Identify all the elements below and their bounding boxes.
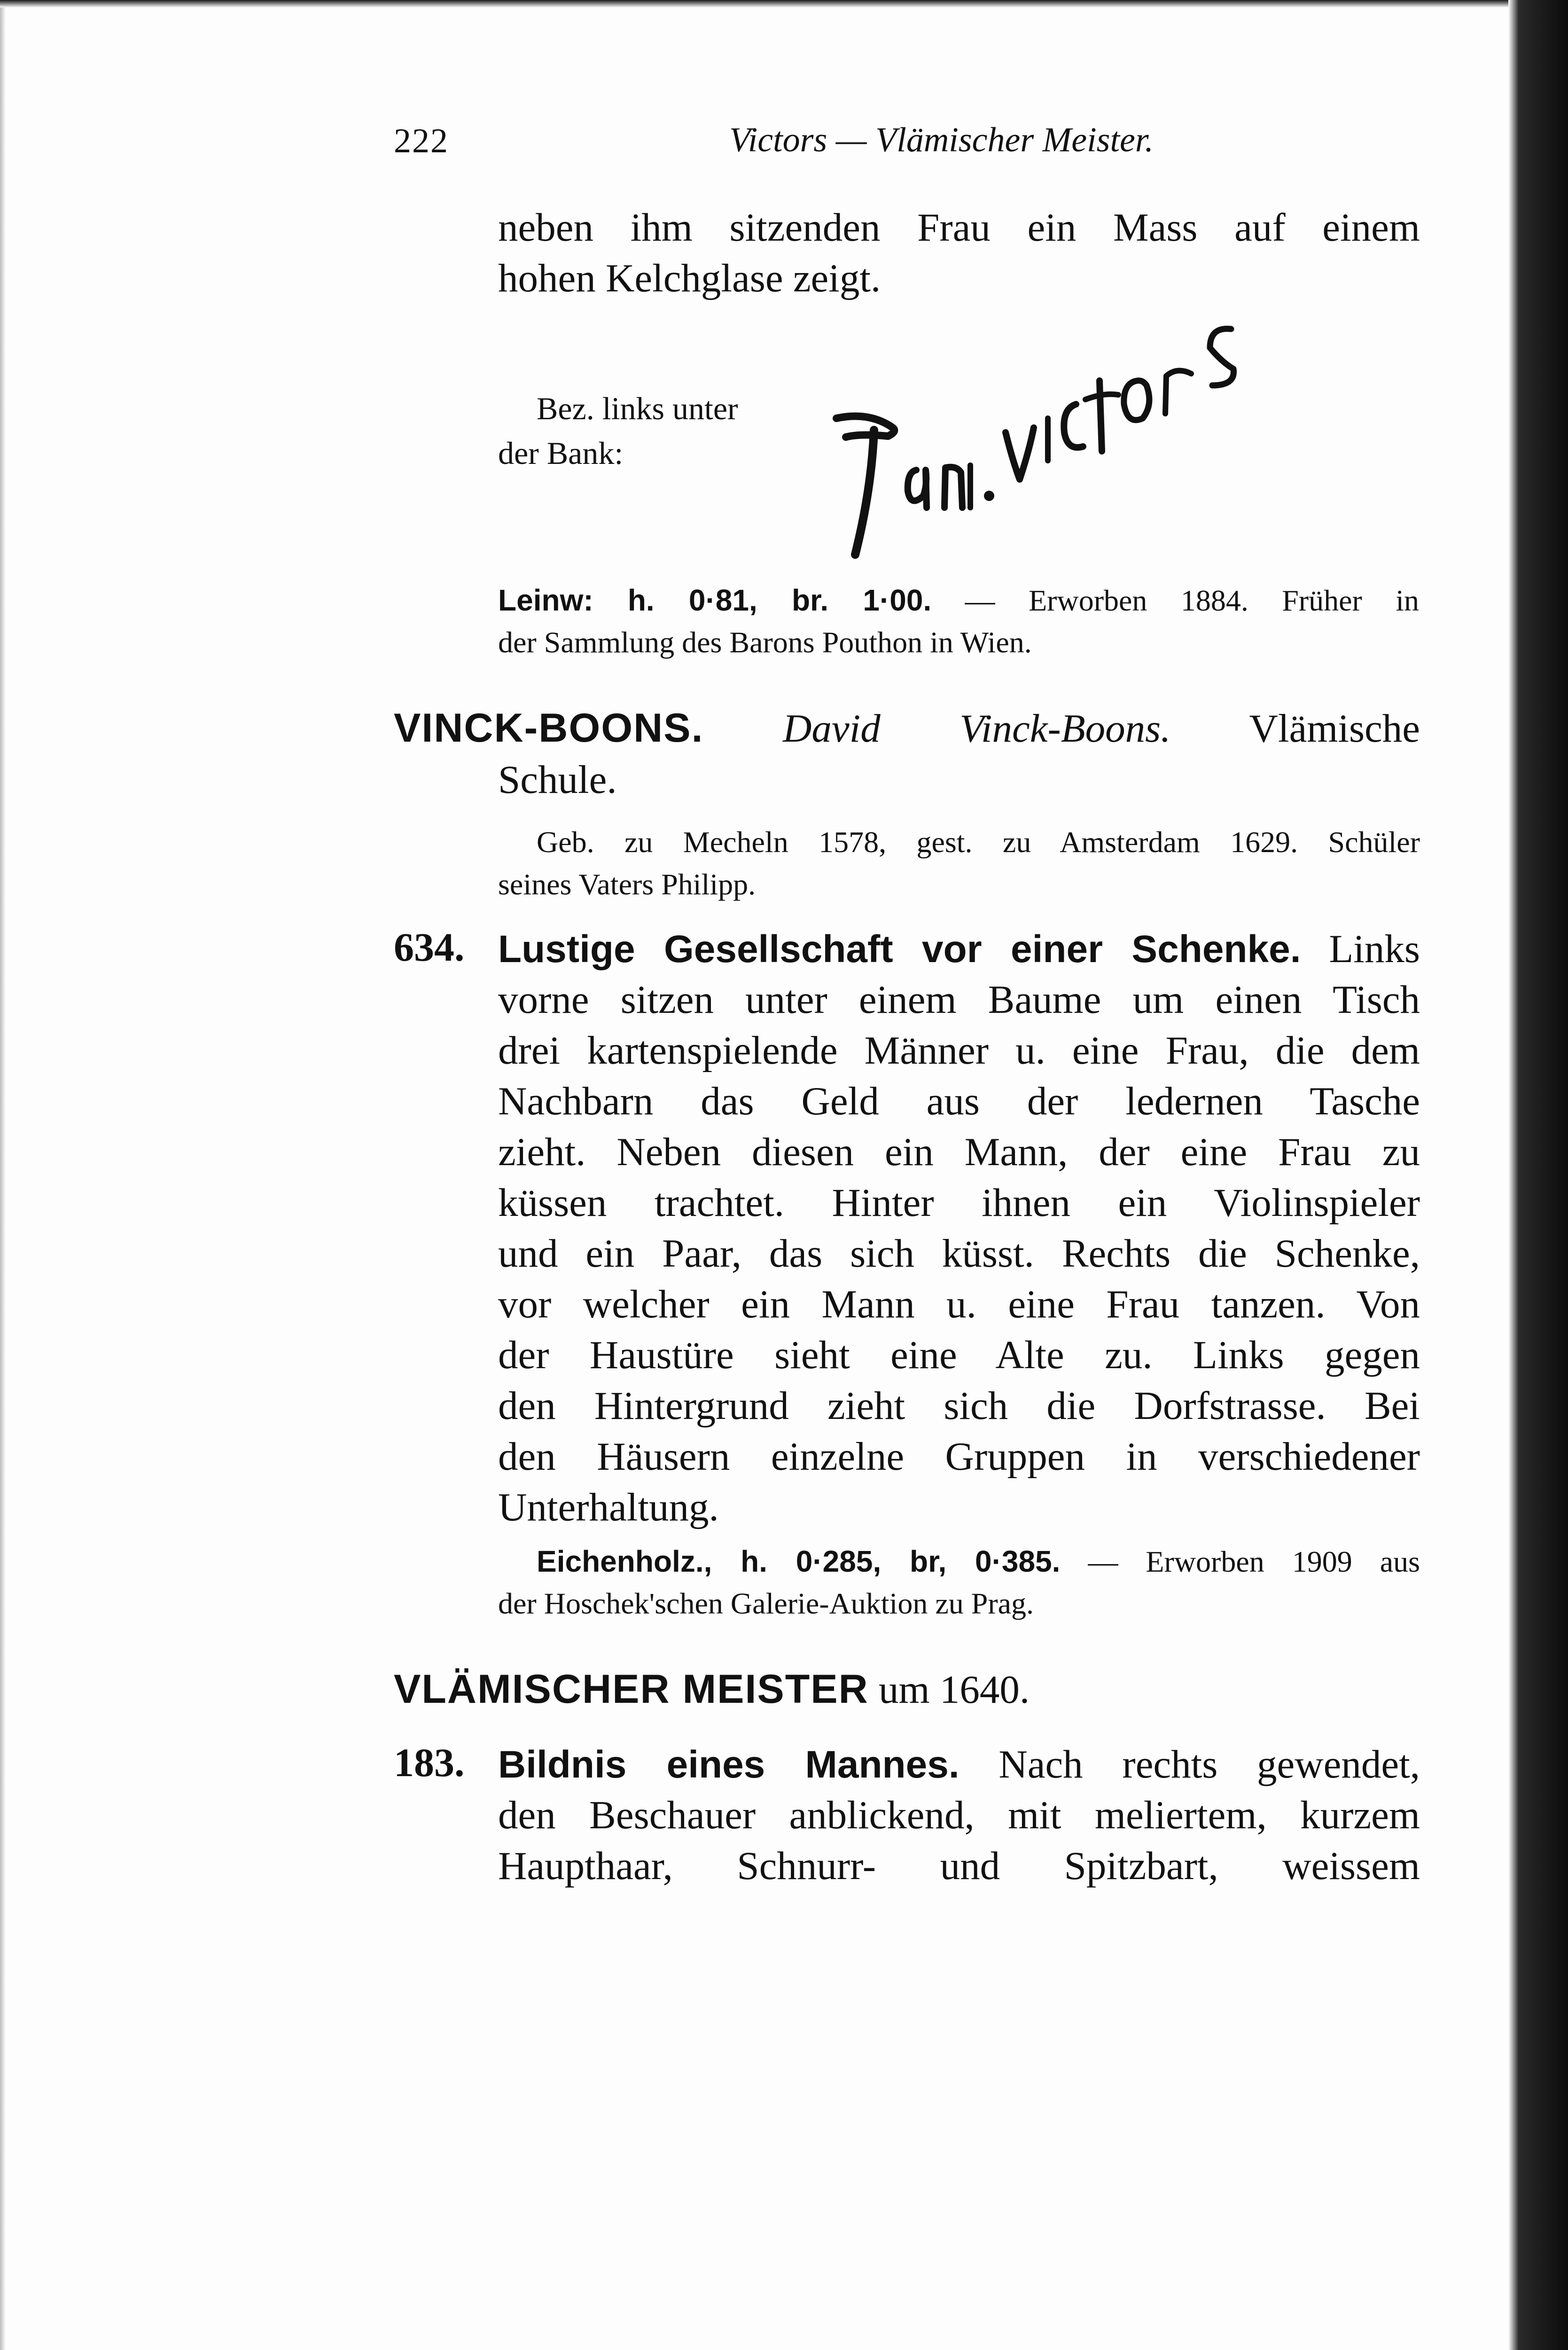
text-line: und ein Paar, das sich küsst. Rechts die Schenke, — [498, 1231, 1420, 1276]
artist-date: um 1640. — [878, 1668, 1030, 1712]
technical-rest: — Erworben 1909 aus — [1088, 1545, 1420, 1578]
artist-school: Vlämische — [1249, 706, 1420, 751]
page-shadow-left — [0, 0, 6, 2350]
text-line: Haupthaar, Schnurr- und Spitzbart, weissem — [498, 1844, 1420, 1888]
entry-title: Lustige Gesellschaft vor einer Schenke. — [498, 928, 1301, 971]
text-line: hohen Kelchglase zeigt. — [498, 256, 881, 300]
signature-image — [827, 310, 1297, 573]
signed-label-line2: der Bank: — [498, 435, 624, 471]
technical-rest: — Erworben 1884. Früher in — [965, 584, 1420, 617]
artist-heading-vinckboons — [394, 703, 1420, 754]
technical-info-vinckboons — [537, 1539, 1420, 1584]
artist-heading-vlaemischer-meister — [394, 1664, 1030, 1715]
text-line: Unterhaltung. — [498, 1485, 719, 1529]
entry-text: Links — [1329, 927, 1420, 971]
technical-bold: Eichenholz., h. 0·285, br, 0·385. — [537, 1544, 1061, 1578]
technical-bold: Leinw: h. 0·81, br. 1·00. — [498, 583, 932, 617]
entry-number: 634. — [394, 924, 465, 970]
entry-title: Bildnis eines Mannes. — [498, 1743, 960, 1786]
text-line: zieht. Neben diesen ein Mann, der eine Frau zu — [498, 1130, 1420, 1174]
entry-title-line — [498, 1739, 1420, 1790]
text-line: Nachbarn das Geld aus der ledernen Tasche — [498, 1079, 1420, 1123]
artist-bio: Geb. zu Mecheln 1578, gest. zu Amsterdam 1629. Schüler — [537, 825, 1420, 859]
artist-name: VINCK-BOONS. — [394, 705, 704, 751]
artist-name: VLÄMISCHER MEISTER — [394, 1667, 869, 1712]
text-line: den Häusern einzelne Gruppen in verschiedener — [498, 1434, 1420, 1479]
page-shadow-top — [0, 0, 1568, 8]
artist-school-continued: Schule. — [498, 758, 617, 802]
artist-full-name: David Vinck-Boons. — [783, 706, 1171, 751]
text-line: den Beschauer anblickend, mit meliertem, kurzem — [498, 1793, 1420, 1837]
technical-info-vinckboons-line2: der Hoschek'schen Galerie-Auktion zu Prag. — [498, 1587, 1034, 1620]
text-line: drei kartenspielende Männer u. eine Frau, die dem — [498, 1028, 1420, 1073]
text-line: neben ihm sitzenden Frau ein Mass auf einem — [498, 205, 1420, 250]
entry-number: 183. — [394, 1740, 465, 1785]
technical-info-victors-line2: der Sammlung des Barons Pouthon in Wien. — [498, 626, 1032, 659]
technical-info-victors — [498, 578, 1419, 623]
text-line: den Hintergrund zieht sich die Dorfstrasse. Bei — [498, 1384, 1420, 1428]
artist-bio-line2: seines Vaters Philipp. — [498, 868, 756, 901]
text-line: vorne sitzen unter einem Baume um einen Tisch — [498, 978, 1420, 1022]
text-line: vor welcher ein Mann u. eine Frau tanzen. Von — [498, 1282, 1420, 1326]
running-head: Victors — Vlämischer Meister. — [729, 121, 1154, 159]
page-binding-edge — [1508, 0, 1568, 2350]
text-line: küssen trachtet. Hinter ihnen ein Violinspieler — [498, 1181, 1420, 1225]
text-line: der Haustüre sieht eine Alte zu. Links gegen — [498, 1333, 1420, 1377]
page-number: 222 — [394, 122, 449, 160]
entry-text: Nach rechts gewendet, — [999, 1742, 1420, 1786]
signed-label-line1: Bez. links unter — [537, 391, 738, 426]
entry-title-line — [498, 924, 1420, 975]
